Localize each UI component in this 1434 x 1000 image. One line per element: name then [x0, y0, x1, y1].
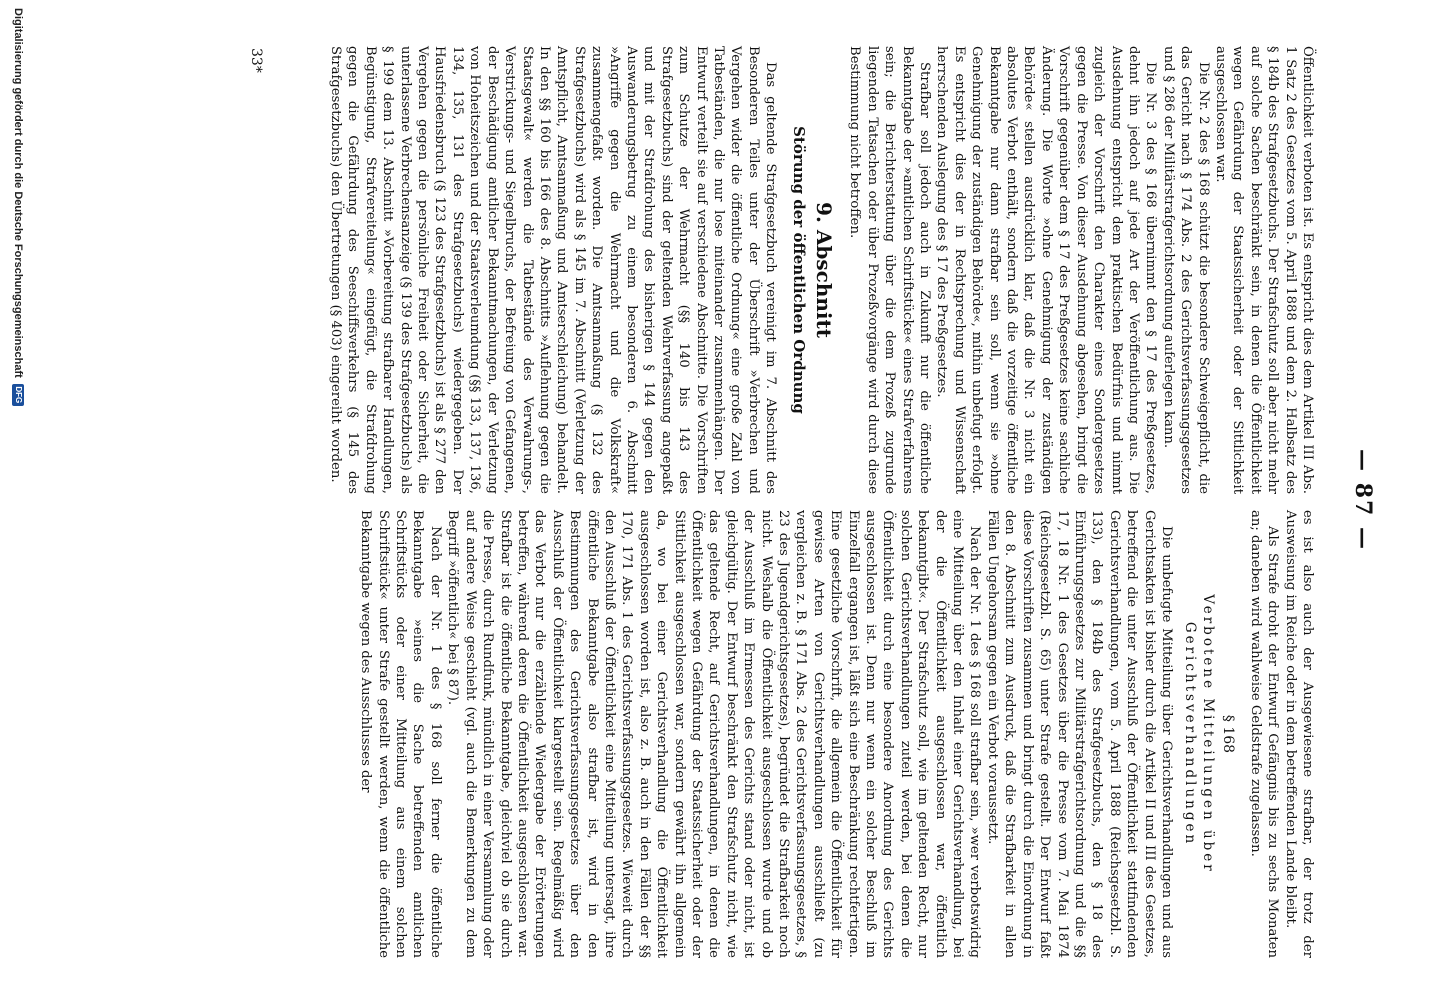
paragraph: Öffentlichkeit verboten ist. Es entspricht dies dem Artikel III Abs. 1 Satz 2 des Gesetzes vom 5. April 1888 und dem 2. Halbsatz des § 184b des Strafgesetzbuchs. Der Strafschutz soll aber nicht mehr auf solche Sachen beschränkt sein, in denen die Öffentlichkeit wegen Gefährdung der Staatssicherheit oder der Sittlichkeit ausgeschlossen war.	[1212, 46, 1315, 494]
paragraph: Die unbefugte Mitteilung über Gerichtsverhandlungen und aus Gerichtsakten ist bisher durch die Artikel II und III des Gesetzes, betreffend die unter Ausschluß der Öffentlichkeit stattfindenden Gerichtsverhandlungen, vom 5. April 1888 (Reichsgesetzbl. S. 133), den § 184b des Strafgesetzbuchs, den § 18 des Einführungsgesetzes zur Militärstrafgerichtsordnung und die §§ 17, 18 Nr. 1 des Gesetzes über die Presse vom 7. Mai 1874 (Reichsgesetzbl. S. 65) unter Strafe gestellt. Der Entwurf faßt diese Vorschriften zusammen und bringt durch die Einordnung in den 8. Abschnitt zum Ausdruck, daß die Strafbarkeit in allen Fällen Ungehorsam gegen ein Verbot voraussetzt.	[984, 510, 1174, 958]
scan-note-text: Digitalisierung gefördert durch die Deutsche Forschungsgemeinschaft	[12, 8, 24, 378]
section-heading: 9. Abschnitt	[812, 202, 837, 338]
printer-signature: 33*	[248, 48, 264, 73]
left-text-column	[327, 46, 1316, 494]
paragraph: Nach der Nr. 1 des § 168 soll ferner die öffentliche Bekanntgabe »eines die Sache betreffenden amtlichen Schriftstücks oder einer Mitteilung aus einem solchen Schriftstück« unter Strafe gestellt werden, wenn die öffentliche Bekanntgabe wegen des Ausschlusses der	[358, 510, 443, 958]
paragraph: Nach der Nr. 1 des § 168 soll strafbar sein, »wer verbotswidrig eine Mitteilung über den Inhalt einer Gerichtsverhandlung, bei der die Öffentlichkeit ausgeschlossen war, öffentlich bekanntgibt«. Der Strafschutz soll, wie im geltenden Recht, nur solchen Gerichtsverhandlungen zuteil werden, bei denen die Öffentlichkeit durch eine besondere Anordnung des Gerichts ausgeschlossen ist. Denn nur wenn ein solcher Beschluß im Einzelfall ergangen ist, läßt sich eine Beschränkung rechtfertigen. Eine gesetzliche Vorschrift, die allgemein die Öffentlichkeit für gewisse Arten von Gerichtsverhandlungen ausschließt (zu vergleichen z. B. § 171 Abs. 2 des Gerichtsverfassungsgesetzes, § 23 des Jugendgerichtsgesetzes), begründet die Strafbarkeit noch nicht. Weshalb die Öffentlichkeit ausgeschlossen wurde und ob der Ausschluß im Ermessen des Gerichts stand oder nicht, ist gleichgültig. Der Entwurf beschränkt den Strafschutz nicht, wie das geltende Recht, auf Gerichtsverhandlungen, in denen die Öffentlichkeit wegen Gefährdung der Staatssicherheit oder der Sittlichkeit ausgeschlossen war, sondern gewährt ihn allgemein da, wo bei einer Gerichtsverhandlung die Öffentlichkeit ausgeschlossen worden ist, also z. B. auch in den Fällen der §§ 170, 171 Abs. 1 des Gerichtsverfassungsgesetzes. Wieweit durch den Ausschluß der Öffentlichkeit eine Mitteilung untersagt, ihre öffentliche Bekanntgabe also strafbar ist, wird in den Bestimmungen des Gerichtsverfassungsgesetzes über den Ausschluß der Öffentlichkeit klargestellt sein. Regelmäßig wird das Verbot nur die erzählende Wiedergabe der Erörterungen betreffen, während deren die Öffentlichkeit ausgeschlossen war. Strafbar ist die öffentliche Bekanntgabe, gleichviel ob sie durch die Presse, durch Rundfunk, mündlich in einer Versammlung oder auf andere Weise geschieht (vgl. auch die Bemerkungen zu dem Begriff »öffentlich« bei § 87).	[445, 510, 983, 958]
paragraph: es ist also auch der Ausgewiesene strafbar, der trotz der Ausweisung im Reiche oder in dem betreffenden Lande bleibt.	[1282, 510, 1315, 958]
page-number: — 87 —	[1350, 449, 1376, 551]
paragraph: Das geltende Strafgesetzbuch vereinigt im 7. Abschnitt des Besonderen Teiles unter der Überschrift »Verbrechen und Vergehen wider die öffentliche Ordnung« eine große Zahl von Tatbeständen, die nur lose miteinander zusammenhängen. Der Entwurf verteilt sie auf verschiedene Abschnitte. Die Vorschriften zum Schutze der Wehrmacht (§§ 140 bis 143 des Strafgesetzbuchs) sind der geltenden Wehrverfassung angepaßt und mit der Strafdrohung des bisherigen § 144 gegen den Auswanderungsbetrug zu einem besonderen 6. Abschnitt »Angriffe gegen die Wehrmacht und die Volkskraft« zusammengefaßt worden. Die Amtsanmaßung (§ 132 des Strafgesetzbuchs) wird als § 145 im 7. Abschnitt (Verletzung der Amtspflicht, Amtsanmaßung und Amtserschleichung) behandelt. In den §§ 160 bis 166 des 8. Abschnitts »Auflehnung gegen die Staatsgewalt« werden die Tatbestände des Verwahrungs-, Verstrickungs- und Siegelbruchs, der Befreiung von Gefangenen, der Beschädigung amtlicher Bekanntmachungen, der Verletzung von Hoheitszeichen und der Staatsverleumdung (§§ 133, 137, 136, 134, 135, 131 des Strafgesetzbuchs) wiedergegeben. Der Hausfriedensbruch (§ 123 des Strafgesetzbuchs) ist als § 277 den Vergehen gegen die persönliche Freiheit oder Sicherheit, die unterlassene Verbrechensanzeige (§ 139 des Strafgesetzbuchs) als § 199 dem 13. Abschnitt »Vorbereitung strafbarer Handlungen, Begünstigung, Strafvereitelung« eingefügt, die Strafdrohung gegen die Gefährdung des Seeschiffsverkehrs (§ 145 des Strafgesetzbuchs) den Übertretungen (§ 403) eingereiht worden.	[328, 46, 779, 494]
paragraph: Die Nr. 2 des § 168 schützt die besondere Schweigepflicht, die das Gericht nach § 174 Abs. 2 des Gerichtsverfassungsgesetzes und § 286 der Militärstrafgerichtsordnung auferlegen kann.	[1160, 46, 1211, 494]
right-text-column	[357, 510, 1316, 958]
paragraph: Die Nr. 3 des § 168 übernimmt den § 17 des Preßgesetzes, dehnt ihn jedoch auf jede Art der Veröffentlichung aus. Die Ausdehnung entspricht dem praktischen Bedürfnis und nimmt zugleich der Vorschrift den Charakter eines Sondergesetzes gegen die Presse. Von dieser Ausdehnung abgesehen, bringt die Vorschrift gegenüber dem § 17 des Preßgesetzes keine sachliche Änderung. Die Worte »ohne Genehmigung der zuständigen Behörde« stellen ausdrücklich klar, daß die Nr. 3 nicht ein absolutes Verbot enthält, sondern daß die vorzeitige öffentliche Bekanntgabe nur dann strafbar sein soll, wenn sie »ohne Genehmigung der zuständigen Behörde«, mithin unbefugt erfolgt. Es entspricht dies der in Rechtsprechung und Wissenschaft herrschenden Auslegung des § 17 des Preßgesetzes.	[934, 46, 1159, 494]
paragraph: Strafbar soll jedoch auch in Zukunft nur die öffentliche Bekanntgabe der »amtlichen Schriftstücke« eines Strafverfahrens sein; die Berichterstattung über die dem Prozeß zugrunde liegenden Tatsachen oder über Prozeßvorgänge wird durch diese Bestimmung nicht betroffen.	[847, 46, 933, 494]
paragraph-number: § 168	[1220, 714, 1237, 754]
section-title: Störung der öffentlichen Ordnung	[789, 126, 808, 414]
dfg-logo-icon: DFG	[12, 384, 24, 406]
paragraph: Als Strafe droht der Entwurf Gefängnis bis zu sechs Monaten an; daneben wird wahlweise Geldstrafe zugelassen.	[1247, 510, 1281, 958]
digitization-note	[0, 0, 36, 1000]
paragraph-title: Verbotene Mitteilungen über Gerichtsverhandlungen	[1181, 594, 1216, 874]
